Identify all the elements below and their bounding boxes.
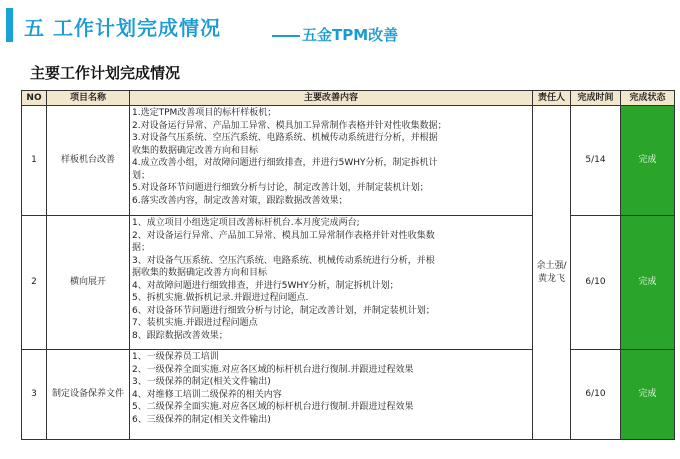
content-line: 5、二级保养全面实施.对应各区域的标杆机台进行復制.并跟进过程效果 (132, 402, 414, 412)
title-accent-bar (6, 8, 13, 42)
table-row (22, 216, 675, 350)
content-line: 8、跟踪数据改善效果； (132, 330, 228, 341)
row-name: 样板机台改善 (47, 106, 130, 216)
content-line: 5、拆机实施.做拆机记录.并跟进过程问题点. (132, 293, 309, 303)
row-no: 3 (22, 350, 47, 440)
row-name: 制定设备保养文件 (47, 350, 130, 440)
col-header-status: 完成状态 (621, 91, 675, 106)
col-header-time: 完成时间 (571, 91, 621, 106)
row-time: 6/10 (571, 216, 621, 350)
page-title: 五 工作计划完成情况 (24, 16, 221, 40)
content-line: 4、对故障问题进行细致排查，并进行5WHY分析，制定拆机计划； (132, 280, 399, 291)
page-subtitle-text: 五金TPM改善 (302, 26, 399, 44)
col-header-content: 主要改善内容 (130, 91, 533, 106)
content-line: 划； (132, 170, 151, 181)
row-content (130, 216, 533, 350)
subtitle-dash (272, 35, 300, 37)
table-row (22, 350, 675, 440)
content-line: 4.成立改善小组，对故障问题进行细致排查，并进行5WHY分析，制定拆机计 (132, 158, 438, 168)
status-badge: 完成 (621, 216, 675, 350)
content-line: 1、一级保养员工培训 (132, 352, 219, 362)
content-line: 6.落实改善内容，制定改善对策，跟踪数据改善效果； (132, 195, 348, 206)
content-line: 7、装机实施.并跟进过程问题点 (132, 318, 258, 328)
row-time: 5/14 (571, 106, 621, 216)
content-line: 据收集的数据确定改善方向和目标 (132, 268, 268, 278)
status-badge: 完成 (621, 350, 675, 440)
status-badge: 完成 (621, 106, 675, 216)
row-content (130, 106, 533, 216)
content-line: 2、一级保养全面实施.对应各区域的标杆机台进行復制.并跟进过程效果 (132, 364, 414, 375)
content-line: 3.对设备气压系统、空压汽系统、电路系统、机械传动系统进行分析，并根据 (132, 133, 438, 143)
col-header-name: 项目名称 (47, 91, 130, 106)
content-line: 3、一级保养的制定(相关文件输出) (132, 377, 271, 387)
content-line: 据； (132, 243, 151, 253)
row-no: 1 (22, 106, 47, 216)
row-name: 横向展开 (47, 216, 130, 350)
content-line: 5.对设备环节问题进行细致分析与讨论，制定改善计划，并制定装机计划； (132, 183, 429, 193)
table-row (22, 106, 675, 216)
content-line: 2、对设备运行异常、产品加工异常、模具加工异常制作表格并针对性收集数 (132, 230, 435, 241)
content-line: 1、成立项目小组选定项目改善标杆机台.本月度完成两台; (132, 218, 360, 228)
work-plan-table (21, 90, 675, 440)
content-line: 1.选定TPM改善项目的标杆样板机； (132, 108, 277, 118)
col-header-responsible: 责任人 (533, 91, 571, 106)
content-line: 3、对设备气压系统、空压汽系统、电路系统、机械传动系统进行分析，并根 (132, 255, 435, 266)
page-subtitle (272, 24, 398, 45)
col-header-no: NO (22, 91, 47, 106)
responsible-cell: 余土强/黄龙飞 (533, 106, 571, 440)
content-line: 4、对维修工培训二级保养的相关内容 (132, 389, 282, 400)
row-time: 6/10 (571, 350, 621, 440)
content-line: 6、对设备环节问题进行细致分析与讨论，制定改善计划，并制定装机计划； (132, 305, 435, 316)
content-line: 2.对设备运行异常、产品加工异常、模具加工异常制作表格并针对性收集数据； (132, 120, 447, 131)
row-no: 2 (22, 216, 47, 350)
row-content (130, 350, 533, 440)
title-bar (0, 0, 680, 50)
content-line: 收集的数据确定改善方向和目标 (132, 145, 259, 156)
table-header-row (22, 91, 675, 106)
content-line: 6、三级保养的制定(相关文件输出) (132, 414, 271, 425)
section-title: 主要工作计划完成情况 (30, 64, 181, 82)
